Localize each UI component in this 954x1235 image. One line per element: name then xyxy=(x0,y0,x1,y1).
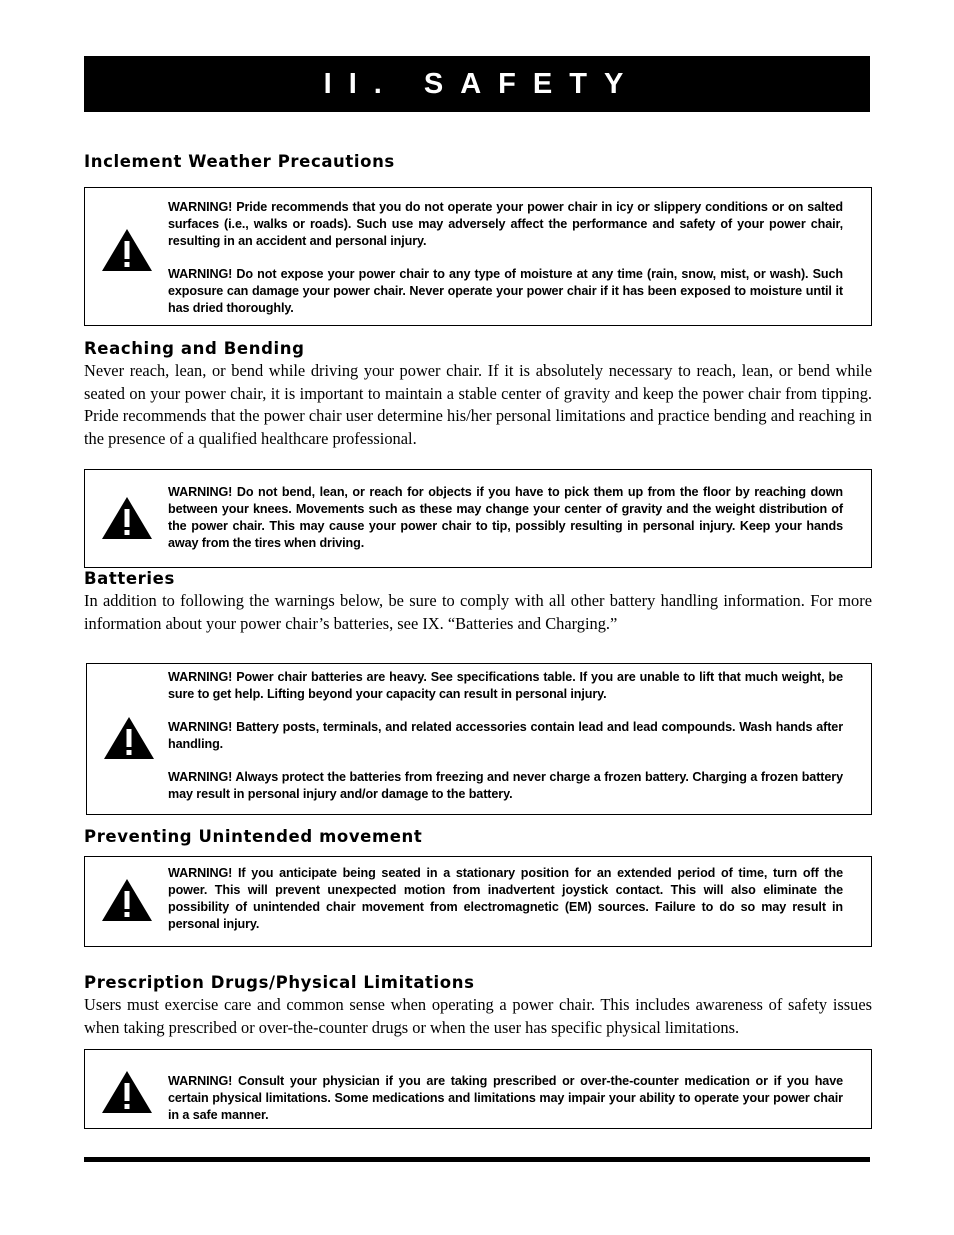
warning-text: WARNING! Battery posts, terminals, and related accessories contain lead and lead compounds. Wash hands after handling. xyxy=(168,720,843,751)
warning-text: WARNING! Do not bend, lean, or reach for objects if you have to pick them up from the floor by reaching down between your knees. Movements such as these may change your center of gravity and the weight distribution of the power chair. This may cause your power chair to tip, possibly resulting in personal injury. Keep your hands away from the tires when driving. xyxy=(168,485,843,550)
heading-reaching-bending: Reaching and Bending xyxy=(84,339,305,358)
warning-text: WARNING! Pride recommends that you do not operate your power chair in icy or slippery conditions or on salted surfaces (i.e., walks or roads). Such use may adversely affect the performance and safety of your power chair, resulting in an accident and personal injury. xyxy=(168,200,843,248)
warning-triangle-icon xyxy=(101,1070,153,1114)
warning-text: WARNING! Consult your physician if you are taking prescribed or over-the-counter medication or if you have certain physical limitations. Some medications and limitations may impair your ability to operate your power chair in a safe manner. xyxy=(168,1074,843,1122)
warning-box-movement xyxy=(84,856,872,947)
footer-rule xyxy=(84,1157,870,1162)
warning-box-reaching xyxy=(84,469,872,568)
heading-inclement-weather: Inclement Weather Precautions xyxy=(84,152,395,171)
warning-box-drugs xyxy=(84,1049,872,1129)
warning-text: WARNING! Power chair batteries are heavy. See specifications table. If you are unable to lift that much weight, be sure to get help. Lifting beyond your capacity can result in personal injury. xyxy=(168,670,843,701)
warning-text: WARNING! Always protect the batteries from freezing and never charge a frozen battery. Charging a frozen battery may result in personal injury and/or damage to the battery. xyxy=(168,770,843,801)
warning-text: WARNING! Do not expose your power chair to any type of moisture at any time (rain, snow, mist, or wash). Such exposure can damage your power chair. Never operate your power chair if it has been exposed to moisture until it has dried thoroughly. xyxy=(168,267,843,315)
section-title-banner xyxy=(84,56,870,112)
warning-triangle-icon xyxy=(101,228,153,272)
warning-list-movement xyxy=(168,865,843,933)
heading-prescription-drugs: Prescription Drugs/Physical Limitations xyxy=(84,973,475,992)
warning-triangle-icon xyxy=(101,878,153,922)
reaching-bending-paragraph: Never reach, lean, or bend while driving your power chair. If it is absolutely necessary to reach, lean, or bend while seated on your power chair, it is important to maintain a stable center of gravity and keep the power chair from tipping. Pride recommends that the power chair user determine his/her personal limitations and practice bending and reaching in the presence of a qualified healthcare professional. xyxy=(84,361,872,448)
warning-list-reaching xyxy=(168,484,843,552)
warning-triangle-icon xyxy=(101,496,153,540)
warning-list-batteries xyxy=(168,669,843,803)
heading-batteries: Batteries xyxy=(84,569,175,588)
page-title: II. SAFETY xyxy=(323,67,641,100)
warning-text: WARNING! If you anticipate being seated in a stationary position for an extended period of time, turn off the power. This will prevent unexpected motion from inadvertent joystick contact. This will also eliminate the possibility of unintended chair movement from electromagnetic (EM) sources. Failure to do so may result in personal injury. xyxy=(168,866,843,931)
warning-list-weather xyxy=(168,199,843,317)
batteries-paragraph: In addition to following the warnings below, be sure to comply with all other battery handling information. For more information about your power chair’s batteries, see IX. “Batteries and Charging.” xyxy=(84,591,872,633)
prescription-drugs-paragraph: Users must exercise care and common sense when operating a power chair. This includes awareness of safety issues when taking prescribed or over-the-counter drugs or when the user has specific physical limitations. xyxy=(84,995,872,1037)
warning-list-drugs xyxy=(168,1073,843,1124)
warning-triangle-icon xyxy=(103,716,155,760)
warning-box-weather xyxy=(84,187,872,326)
warning-box-batteries xyxy=(86,663,872,815)
heading-unintended-movement: Preventing Unintended movement xyxy=(84,827,423,846)
